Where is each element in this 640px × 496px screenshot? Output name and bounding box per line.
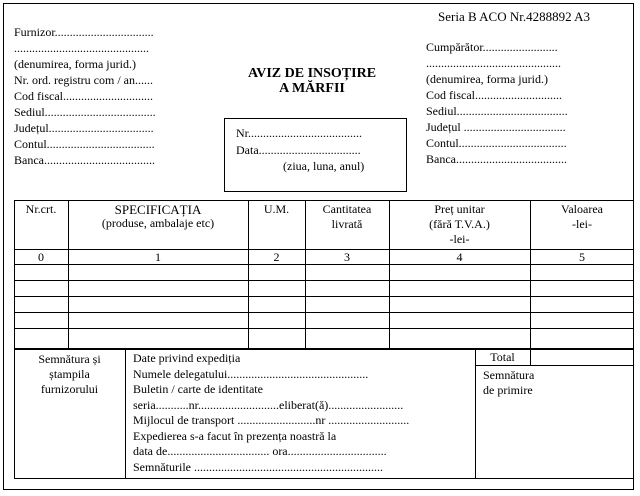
- header-quantity-sub: livrată: [331, 217, 363, 231]
- header-value: [530, 202, 634, 232]
- receipt-signature-line1: Semnătura: [483, 368, 535, 382]
- receipt-signature: [483, 368, 534, 398]
- total-divider: [530, 349, 531, 365]
- col-number-2: 2: [273, 250, 280, 264]
- col-number-1: 1: [155, 250, 161, 264]
- header-unit-price-title: Preț unitar: [434, 202, 485, 216]
- supplier-signature-line1: Semnătura și: [38, 352, 101, 366]
- buyer-bank: Banca.....................................: [426, 152, 567, 166]
- buyer-county: Județul ..................................: [426, 120, 566, 134]
- row-divider: [14, 296, 634, 297]
- buyer-name-type: (denumirea, forma jurid.): [426, 72, 548, 86]
- col-number-3: 3: [344, 250, 350, 264]
- header-specification: [68, 202, 248, 231]
- supplier-headquarters: Sediul.....................................: [14, 105, 156, 119]
- buyer-headquarters: Sediul.....................................: [426, 104, 568, 118]
- dispatch-id-card: Buletin / carte de identitate: [133, 382, 263, 396]
- header-quantity-title: Cantitatea: [322, 202, 372, 216]
- supplier-account: Contul....................................: [14, 137, 155, 151]
- dispatch-id-series: seria...........nr...........................eliberat(ă).........................: [133, 397, 404, 412]
- receipt-signature-line2: de primire: [483, 383, 533, 397]
- supplier-fiscal-code: Cod fiscal..............................: [14, 89, 153, 103]
- supplier-name-type: (denumirea, forma jurid.): [14, 57, 136, 71]
- buyer-fiscal-code: Cod fiscal.............................: [426, 88, 562, 102]
- dispatch-date-time: data de.................................. ora.................................: [133, 444, 387, 458]
- dispatch-title: Date privind expediția: [133, 351, 241, 365]
- header-nr-crt-text: Nr.crt.: [25, 202, 57, 216]
- document-date-hint: (ziua, luna, anul): [283, 159, 365, 173]
- header-nr-crt: [14, 202, 68, 217]
- document-date: Data..................................: [236, 143, 361, 157]
- header-quantity: [305, 202, 389, 232]
- header-value-currency: -lei-: [572, 217, 592, 231]
- footer-top-border: [14, 349, 634, 350]
- col-divider: [248, 200, 249, 349]
- series-number: Seria B ACO Nr.4288892 A3: [438, 9, 591, 24]
- row-divider: [14, 328, 634, 329]
- header-unit-price: [389, 202, 530, 247]
- supplier-signature-line2: ștampila: [49, 367, 90, 381]
- col-number-4: 4: [456, 250, 463, 264]
- supplier-county: Județul...................................: [14, 121, 154, 135]
- dispatch-info: [133, 351, 409, 475]
- header-unit-price-sub: (fără T.V.A.): [429, 217, 490, 231]
- footer-divider: [125, 349, 126, 478]
- header-value-title: Valoarea: [561, 202, 603, 216]
- header-unit-price-currency: -lei-: [449, 232, 470, 246]
- document-title-line2: A MĂRFII: [279, 81, 345, 96]
- supplier-reg-no: Nr. ord. registru com / an......: [14, 73, 153, 87]
- supplier-signature-stamp: [14, 352, 125, 397]
- header-um: [248, 202, 305, 217]
- footer-divider: [475, 349, 476, 478]
- buyer-account: Contul....................................: [426, 136, 567, 150]
- total-label: Total: [490, 350, 515, 364]
- total-row-border: [475, 365, 634, 366]
- dispatch-transport: Mijlocul de transport ..........................nr ...........................: [133, 413, 410, 427]
- dispatch-presence: Expedierea s-a facut în prezența noastră la: [133, 428, 337, 443]
- header-specification-sub: (produse, ambalaje etc): [101, 216, 215, 230]
- header-um-text: U.M.: [263, 202, 290, 216]
- buyer-name-line: .............................................: [426, 56, 561, 70]
- row-divider: [14, 312, 634, 313]
- row-divider: [14, 280, 634, 281]
- footer-bottom-border: [14, 478, 634, 479]
- col-number-0: 0: [38, 250, 44, 264]
- buyer-label: Cumpărător.........................: [426, 40, 558, 54]
- document-title-line1: AVIZ DE INSOȚIRE: [247, 66, 377, 81]
- dispatch-delegate: Numele delegatului...............................................: [133, 366, 369, 381]
- supplier-bank: Banca.....................................: [14, 153, 155, 167]
- supplier-name-line: .............................................: [14, 41, 149, 55]
- supplier-label: Furnizor.................................: [14, 25, 154, 39]
- number-date-box: [224, 118, 407, 192]
- header-specification-title: SPECIFICAȚIA: [114, 202, 202, 217]
- dispatch-signatures: Semnăturile ...............................................................: [133, 459, 383, 474]
- supplier-signature-line3: furnizorului: [40, 382, 99, 396]
- col-number-5: 5: [579, 250, 585, 264]
- document-number: Nr......................................: [236, 126, 362, 140]
